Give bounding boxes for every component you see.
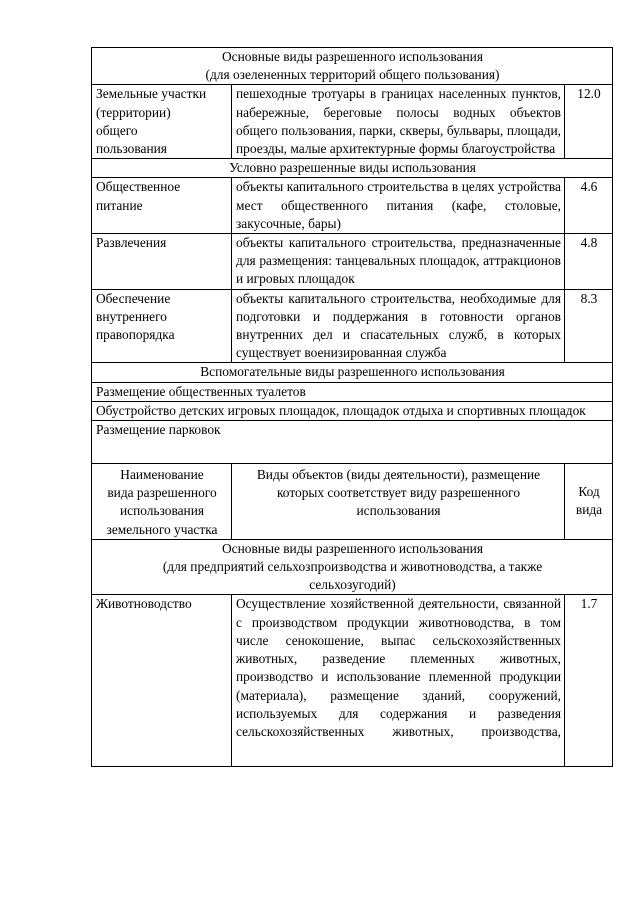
table-row <box>92 595 613 767</box>
list-item <box>92 401 613 420</box>
section-title: Вспомогательные виды разрешенного использования <box>92 363 613 382</box>
section-title: Основные виды разрешенного использования <box>221 540 484 556</box>
use-code: 4.8 <box>565 234 613 290</box>
use-name: Животноводство <box>92 595 232 767</box>
use-name: Земельные участки (территории) общего пользования <box>92 85 232 159</box>
section-header-row <box>92 363 613 382</box>
list-item <box>92 421 613 464</box>
use-name: Общественное питание <box>92 178 232 234</box>
section-header <box>92 539 613 595</box>
auxiliary-use: Обустройство детских игровых площадок, площадок отдыха и спортивных площадок <box>92 401 613 420</box>
use-description: объекты капитального строительства, необходимые для подготовки и поддержания в готовности органов внутренних дел и спасательных служб, в которых существует военизированная служба <box>232 289 565 363</box>
section-title: Условно разрешенные виды использования <box>92 159 613 178</box>
section-header-row <box>92 159 613 178</box>
use-description: Осуществление хозяйственной деятельности, связанной с производством продукции животноводства, в том числе сенокошение, выпас сельскохозяйственных животных, разведение племенных животных, производство и использование племенной продукции (материала), размещение зданий, сооружений, используемых для содержания и разведения сельскохозяйственных животных, производства, <box>232 595 565 767</box>
auxiliary-use: Размещение общественных туалетов <box>92 382 613 401</box>
use-description: объекты капитального строительства, предназначенные для размещения: танцевальных площадок, аттракционов и игровых площадок <box>232 234 565 290</box>
column-header-row <box>92 464 613 540</box>
auxiliary-use: Размещение парковок <box>92 421 613 464</box>
section-title: Основные виды разрешенного использования <box>221 49 484 64</box>
table-row <box>92 85 613 159</box>
use-code: 12.0 <box>565 85 613 159</box>
table-row <box>92 178 613 234</box>
section-subtitle: (для озелененных территорий общего пользования) <box>205 67 500 83</box>
section-subtitle: (для предприятий сельхозпроизводства и животноводства, а также сельхозугодий) <box>162 559 543 593</box>
use-name: Развлечения <box>92 234 232 290</box>
use-description: пешеходные тротуары в границах населенных пунктов, набережные, береговые полосы водных объектов общего пользования, парки, скверы, бульвары, площади, проезды, малые архитектурные формы благоустройства <box>232 85 565 159</box>
use-code: 4.6 <box>565 178 613 234</box>
column-header-code: Код вида <box>565 464 613 540</box>
section-header-row <box>92 48 613 85</box>
use-description: объекты капитального строительства в целях устройства мест общественного питания (кафе, столовые, закусочные, бары) <box>232 178 565 234</box>
use-code: 1.7 <box>565 595 613 767</box>
use-code: 8.3 <box>565 289 613 363</box>
land-use-table <box>91 47 613 767</box>
column-header-name: Наименование вида разрешенного использования земельного участка <box>92 464 232 540</box>
section-header <box>92 48 613 85</box>
use-name: Обеспечение внутреннего правопорядка <box>92 289 232 363</box>
table-row <box>92 289 613 363</box>
list-item <box>92 382 613 401</box>
column-header-description: Виды объектов (виды деятельности), размещение которых соответствует виду разрешенного использования <box>232 464 565 540</box>
section-header-row <box>92 539 613 595</box>
table-row <box>92 234 613 290</box>
